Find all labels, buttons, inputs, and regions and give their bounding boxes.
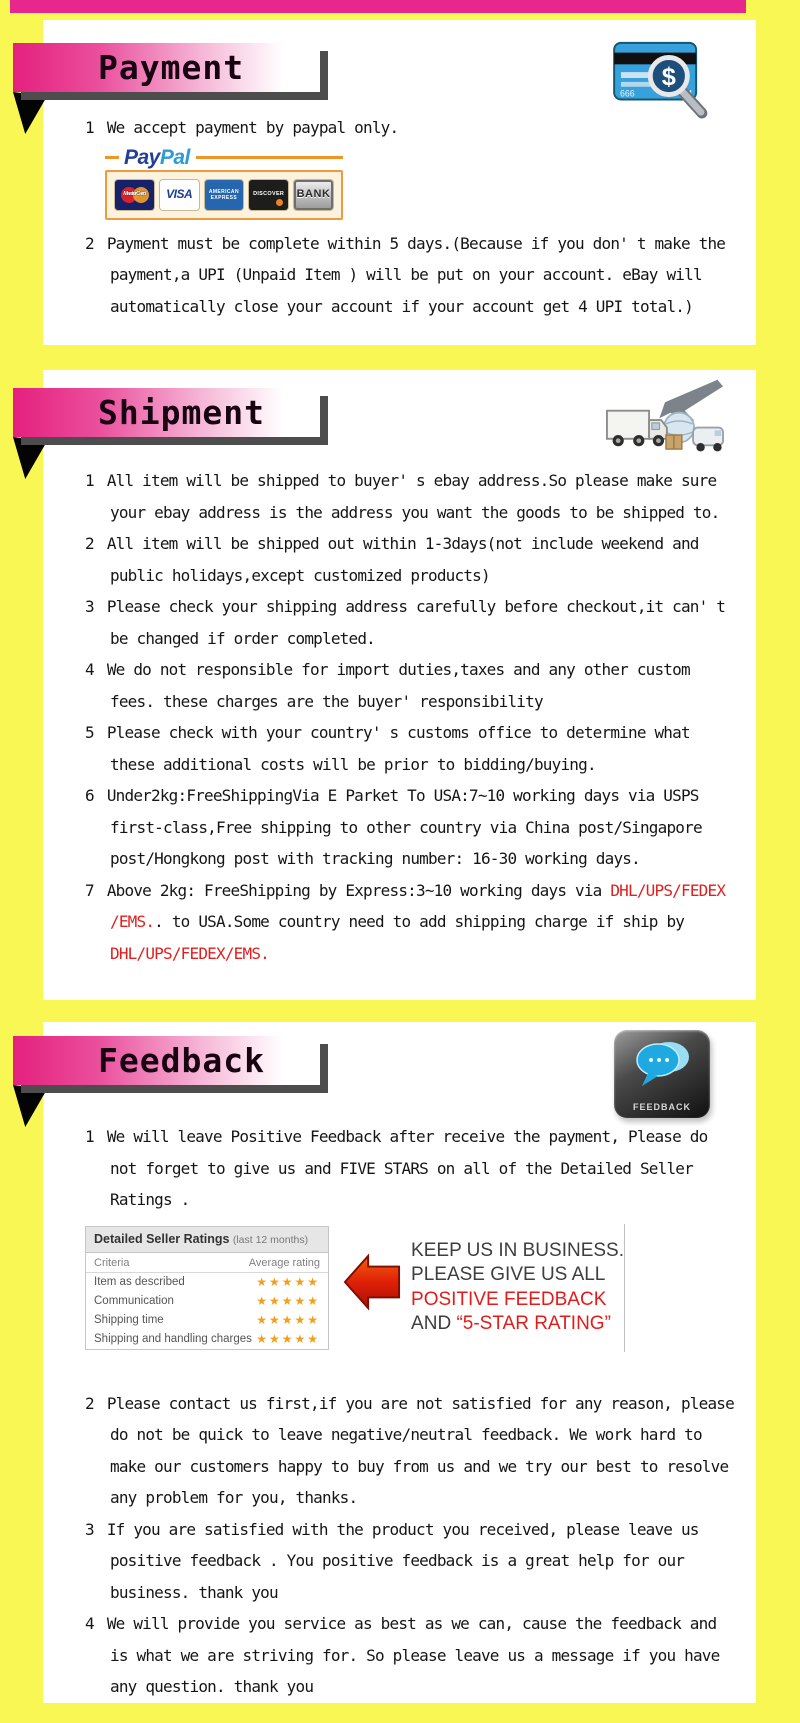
payment-item-2	[85, 228, 738, 323]
dsr-subtitle: (last 12 months)	[232, 1233, 309, 1246]
paypal-logo: PayPal	[124, 145, 190, 169]
feedback-tile	[614, 1030, 710, 1118]
dsr-row: Shipping and handling charges ★★★★★	[94, 1331, 321, 1346]
delivery-truck-plane-icon	[604, 377, 726, 469]
feedback-item-4: 4 We will provide you service as best as we can, cause the feedback and is what we are striving for. So please leave us a message if you have any question. thank you	[85, 1614, 720, 1696]
item-number: 2	[85, 233, 94, 253]
shipment-item-1: 1 All item will be shipped to buyer' s ebay address.So please make sure your ebay address is the address you want the goods to be shipped to.	[85, 471, 720, 522]
feedback-callout	[411, 1239, 624, 1337]
shipment-section	[43, 370, 756, 1000]
credit-card-magnifier-icon	[612, 37, 710, 123]
shipment-title: Shipment	[98, 393, 265, 432]
red-courier-text: DHL/UPS/FEDEX/EMS.	[110, 943, 269, 963]
feedback-ribbon-fold	[13, 1085, 47, 1127]
payment-ribbon	[13, 43, 320, 92]
discover-icon: DISCOVER	[249, 180, 288, 210]
shipment-item-7: 7 Above 2kg: FreeShipping by Express:3~10 working days via DHL/UPS/FEDEX /EMS.. to USA.Some country need to add shipping charge if ship by DHL/UPS/FEDEX/EMS.	[85, 880, 726, 963]
callout-line-1: KEEP US IN BUSINESS.	[411, 1239, 624, 1261]
red-arrow-left-icon	[341, 1253, 403, 1323]
shipment-item-6: 6 Under2kg:FreeShippingVia E Parket To USA:7~10 working days via USPS first-class,Free shipping to other country via China post/Singapore post/Hongkong post with tracking number: 16-30 working days.	[85, 786, 702, 868]
paypal-badge	[105, 146, 343, 220]
amex-icon: AMERICAN EXPRESS	[205, 180, 244, 210]
shipment-item-4: 4 We do not responsible for import duties,taxes and any other custom fees. these charges are the buyer' responsibility	[85, 660, 690, 711]
mastercard-icon: MasterCard	[115, 180, 154, 210]
dollar-sign: $	[661, 62, 676, 91]
dsr-header	[86, 1227, 328, 1253]
five-star-rating: ★★★★★	[256, 1312, 321, 1327]
dsr-column-headers	[86, 1253, 328, 1273]
item-text: We accept payment by paypal only.	[106, 118, 399, 137]
red-courier-text: DHL/UPS/FEDEX /EMS.	[110, 880, 726, 931]
shipment-item-3: 3 Please check your shipping address carefully before checkout,it can' t be changed if order completed.	[85, 597, 726, 648]
paypal-logo-row	[105, 146, 343, 170]
feedback-chat-icon	[614, 1030, 710, 1118]
shipment-item-5: 5 Please check with your country' s customs office to determine what these additional costs will be prior to bidding/buying.	[85, 723, 690, 774]
dsr-row: Item as described ★★★★★	[94, 1274, 321, 1289]
feedback-section	[43, 1022, 756, 1703]
payment-section	[43, 20, 756, 345]
visa-icon: VISA	[160, 180, 199, 210]
feedback-item-3: 3 If you are satisfied with the product you received, please leave us positive feedback . You positive feedback is a great help for our business. thank you	[85, 1519, 699, 1602]
payment-ribbon-fold	[13, 92, 47, 134]
shipment-item-2: 2 All item will be shipped out within 1-3days(not include weekend and public holidays,except customized products)	[85, 534, 699, 585]
discover-orange-dot	[276, 199, 283, 206]
five-star-rating: ★★★★★	[256, 1293, 321, 1308]
accepted-cards-strip	[105, 170, 343, 220]
shipment-ribbon	[13, 388, 320, 437]
callout-line-2: PLEASE GIVE US ALL	[411, 1264, 606, 1285]
shipment-ribbon-fold	[13, 437, 47, 479]
item-number: 1	[85, 118, 94, 137]
dsr-screenshot	[85, 1224, 625, 1352]
top-border-strip	[10, 0, 746, 13]
dsr-title: Detailed Seller Ratings	[94, 1231, 230, 1246]
feedback-list	[43, 1022, 756, 1703]
feedback-icon-label: FEEDBACK	[632, 1102, 691, 1112]
callout-line-4: AND “5-STAR RATING”	[411, 1313, 611, 1334]
feedback-title: Feedback	[98, 1041, 265, 1080]
card-number-left: 666	[620, 88, 635, 99]
dsr-row: Shipping time ★★★★★	[94, 1312, 321, 1327]
paypal-rule	[196, 156, 343, 159]
dsr-table	[85, 1226, 329, 1350]
five-star-rating: ★★★★★	[256, 1274, 321, 1289]
feedback-item-2: 2 Please contact us first,if you are not satisfied for any reason, please do not be quick to leave negative/neutral feedback. We work hard to make our customers happy to buy from us and we try our best to resolve any problem for you, thanks.	[85, 1393, 734, 1507]
feedback-ribbon	[13, 1036, 320, 1085]
dsr-row: Communication ★★★★★	[94, 1293, 321, 1308]
dsr-col-average-rating: Average rating	[248, 1256, 321, 1269]
feedback-item-1: 1 We will leave Positive Feedback after receive the payment, Please do not forget to give us and FIVE STARS on all of the Detailed Seller Ratings .	[85, 1127, 708, 1209]
five-star-rating: ★★★★★	[256, 1331, 321, 1346]
callout-line-3: POSITIVE FEEDBACK	[411, 1288, 607, 1310]
payment-title: Payment	[98, 48, 245, 87]
item-text: Payment must be complete within 5 days.(Because if you don' t make the payment,a UPI (Unpaid Item ) will be put on your account. eBay will automatically close your account if your account get 4 UPI total.)	[106, 233, 726, 316]
dsr-col-criteria: Criteria	[94, 1256, 130, 1269]
bank-icon: BANK	[294, 180, 333, 210]
